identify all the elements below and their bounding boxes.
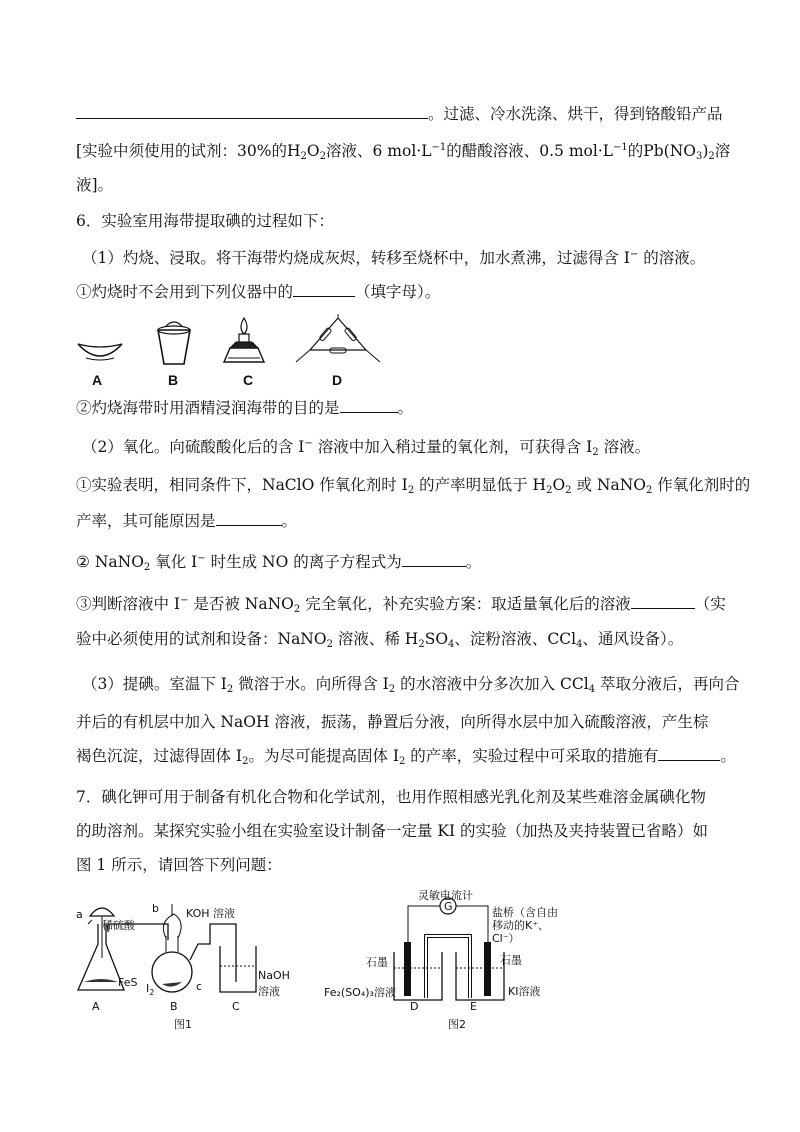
q6-s2-q3-l2: 验中必须使用的试剂和设备：NaNO$_2$ 溶液、稀 $H_2SO_4$、淀粉溶液、CCl$_4$、通风设备）。 — [76, 630, 684, 650]
q6-s2-q1-l2: 产率，其可能原因是 。 — [76, 512, 298, 530]
option-b-label: B — [168, 372, 179, 388]
q7-l3: 图 1 所示，请回答下列问题： — [76, 856, 282, 874]
figure1-caption: 图1 — [174, 1018, 192, 1031]
figure2-caption: 图2 — [448, 1018, 466, 1031]
q6-s1-q1: ①灼烧时不会用到下列仪器中的 （填字母）。 — [76, 283, 441, 301]
q6-s2-q2: ② NaNO$_2$ 氧化 I− 时生成 NO 的离子方程式为 。 — [76, 553, 482, 573]
answer-blank[interactable] — [216, 511, 282, 526]
answer-blank[interactable] — [293, 282, 355, 297]
answer-blank[interactable] — [340, 398, 398, 413]
answer-blank[interactable] — [631, 594, 695, 609]
answer-blank[interactable] — [76, 104, 428, 119]
q6-s3-l3: 褐色沉淀，过滤得固体 $I_2$。为尽可能提高固体 $I_2$ 的产率，实验过程中可采取的措施有 。 — [76, 747, 736, 767]
answer-blank[interactable] — [658, 746, 720, 761]
q6-s1: （1）灼烧、浸取。将干海带灼烧成灰烬，转移至烧杯中，加水煮沸，过滤得含 I− 的溶液。 — [82, 249, 706, 267]
clay-triangle-icon — [296, 314, 380, 362]
figure2-cell — [380, 880, 580, 1010]
answer-blank[interactable] — [402, 552, 466, 567]
q7-l2: 的助溶剂。某探究实验小组在实验室设计制备一定量 KI 的实验（加热及夹持装置已省略）如 — [76, 822, 709, 840]
q5-line3: 液]。 — [76, 176, 114, 194]
q6-s1-q2: ②灼烧海带时用酒精浸润海带的目的是 。 — [76, 399, 414, 417]
q6-s3: （3）提碘。室温下 $I_2$ 微溶于水。向所得含 $I_2$ 的水溶液中分多次加入 CCl$_4$ 萃取分液后，再向合 — [82, 675, 740, 695]
option-d-label: D — [332, 372, 343, 388]
q5-line1: 。过滤、冷水洗涤、烘干，得到铬酸铅产品 — [76, 103, 723, 125]
q6-s2-q1: ①实验表明，相同条件下，NaClO 作氧化剂时 $I_2$ 的产率明显低于 $H_2O_2$ 或 NaNO$_2$ 作氧化剂时的 — [76, 476, 751, 496]
crucible-icon — [158, 322, 190, 364]
evaporating-dish-icon — [78, 344, 122, 360]
option-a-label: A — [92, 372, 103, 388]
alcohol-lamp-icon — [224, 318, 264, 362]
option-c-label: C — [243, 372, 254, 388]
q7-l1: 7．碘化钾可用于制备有机化合物和化学试剂，也用作照相感光乳化剂及某些难溶金属碘化物 — [76, 788, 706, 806]
q6-s3-l2: 并后的有机层中加入 NaOH 溶液，振荡，静置后分液，向所得水层中加入硫酸溶液，产生棕 — [76, 713, 709, 731]
q6-s2-q3: ③判断溶液中 I− 是否被 NaNO$_2$ 完全氧化，补充实验方案：取适量氧化后的溶液 （实 — [76, 595, 726, 615]
q6-title: 6．实验室用海带提取碘的过程如下： — [76, 212, 334, 230]
q5-line2: [实验中须使用的试剂：30%的$H_2O_2$溶液、6 $mol\cdot L^{-1}$的醋酸溶液、0.5 $mol\cdot L^{-1}$的$Pb(NO_3)_2$溶 — [76, 142, 731, 162]
q6-s2: （2）氧化。向硫酸酸化后的含 I− 溶液中加入稍过量的氧化剂，可获得含 $I_2$ 溶液。 — [82, 438, 651, 458]
